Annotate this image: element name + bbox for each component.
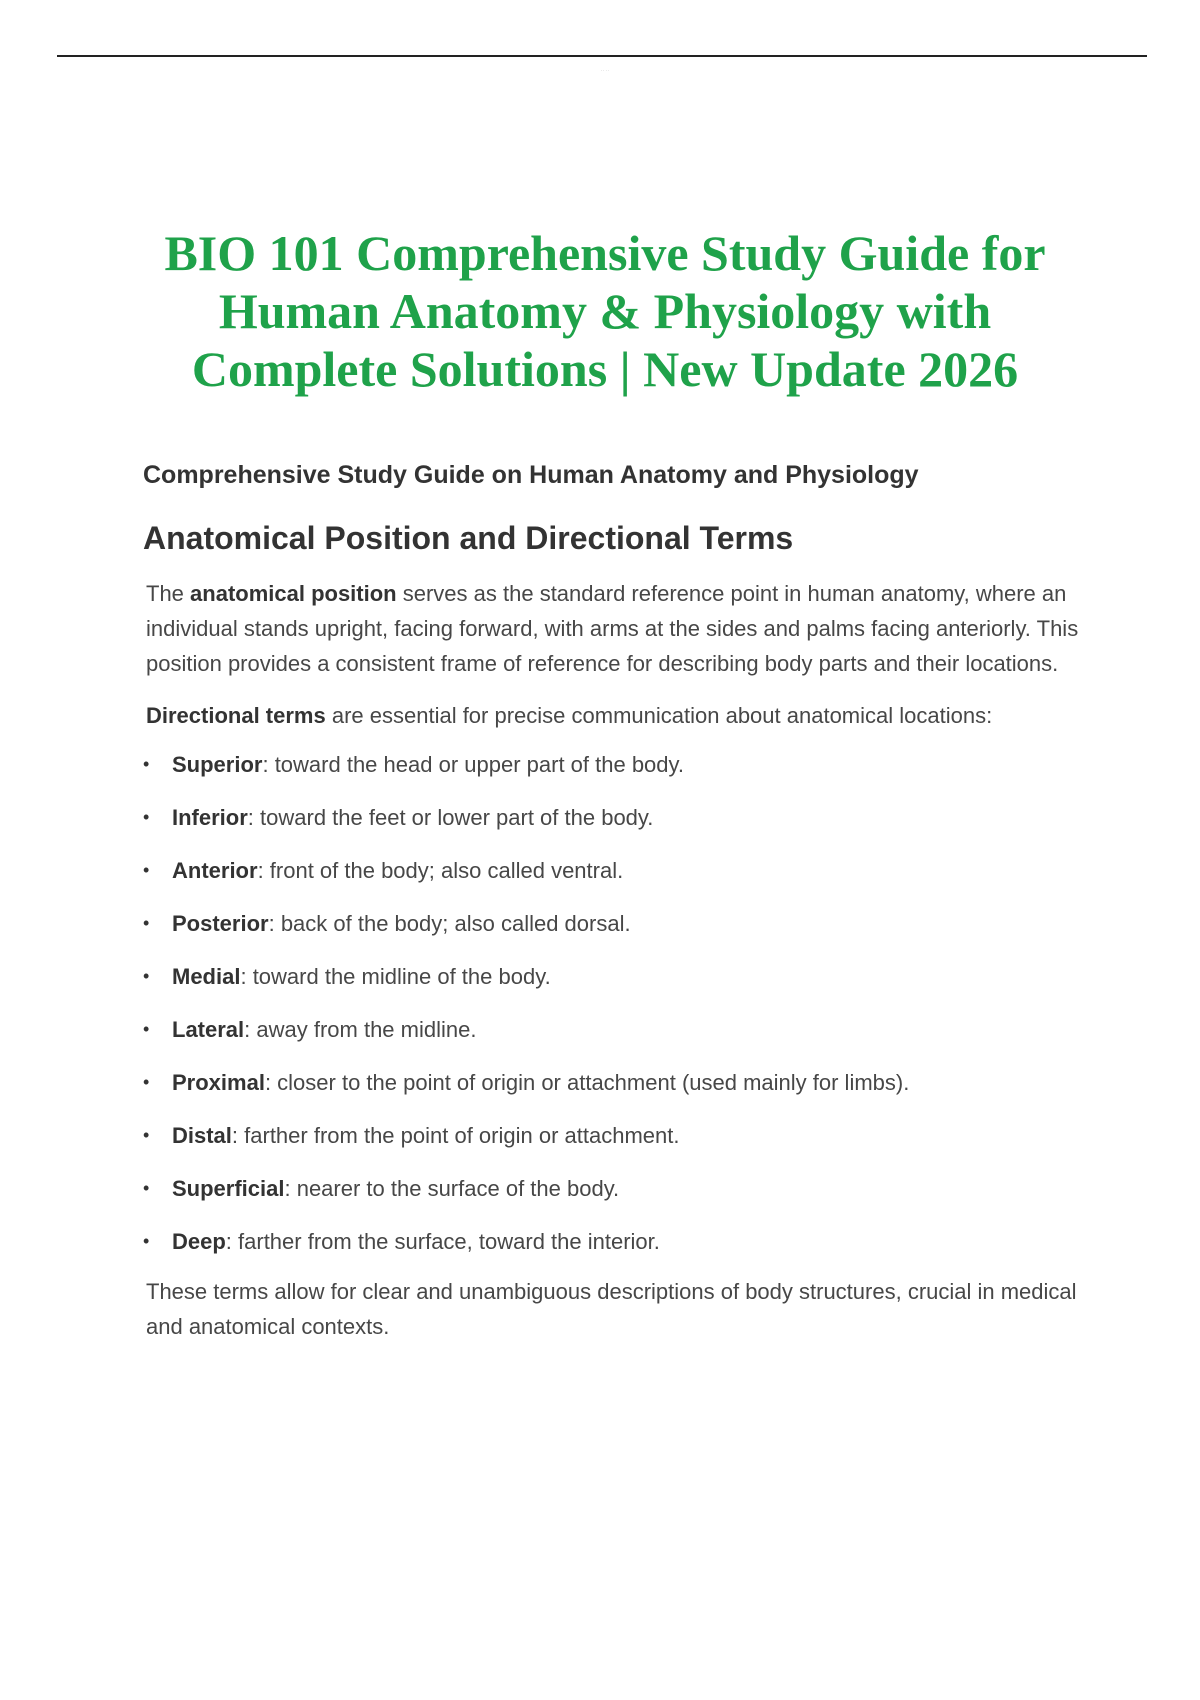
header-rule	[57, 55, 1147, 57]
term-definition: : toward the head or upper part of the body.	[262, 752, 685, 777]
closing-paragraph: These terms allow for clear and unambiguous descriptions of body structures, crucial in medical and anatomical contexts.	[146, 1279, 1077, 1339]
bullet-icon: •	[143, 966, 150, 986]
term-name: Distal	[172, 1123, 232, 1148]
list-item	[143, 1225, 1083, 1258]
list-item	[143, 1119, 1083, 1152]
list-item	[143, 907, 1083, 940]
directional-term: Directional terms	[146, 703, 326, 728]
bullet-icon: •	[143, 1125, 150, 1145]
directional-paragraph	[146, 698, 1083, 733]
term-definition: : toward the feet or lower part of the body.	[247, 805, 654, 830]
term-name: Superficial	[172, 1176, 285, 1201]
term-definition: : farther from the surface, toward the interior.	[225, 1229, 660, 1254]
document-body	[143, 458, 1083, 1344]
intro-term: anatomical position	[190, 581, 397, 606]
term-name: Superior	[172, 752, 263, 777]
bullet-icon: •	[143, 860, 150, 880]
term-definition: : farther from the point of origin or attachment.	[231, 1123, 680, 1148]
term-definition: : front of the body; also called ventral.	[257, 858, 624, 883]
term-name: Inferior	[172, 805, 248, 830]
term-name: Lateral	[172, 1017, 245, 1042]
bullet-icon: •	[143, 1178, 150, 1198]
intro-paragraph	[146, 576, 1083, 681]
directional-terms-list	[143, 748, 1083, 1258]
document-title	[100, 224, 1110, 398]
bullet-icon: •	[143, 1231, 150, 1251]
title-line-2: Human Anatomy & Physiology with	[218, 283, 992, 339]
section-heading: Anatomical Position and Directional Terms	[143, 520, 794, 556]
term-name: Posterior	[172, 911, 269, 936]
term-definition: : back of the body; also called dorsal.	[268, 911, 631, 936]
term-name: Anterior	[172, 858, 258, 883]
list-item	[143, 1013, 1083, 1046]
list-item	[143, 960, 1083, 993]
term-definition: : away from the midline.	[244, 1017, 477, 1042]
bullet-icon: •	[143, 1072, 150, 1092]
list-item	[143, 1066, 1083, 1099]
bullet-icon: •	[143, 1019, 150, 1039]
bullet-icon: •	[143, 807, 150, 827]
term-name: Medial	[172, 964, 241, 989]
term-definition: : toward the midline of the body.	[240, 964, 551, 989]
title-line-1: BIO 101 Comprehensive Study Guide for	[164, 225, 1046, 281]
term-name: Deep	[172, 1229, 226, 1254]
list-item	[143, 854, 1083, 887]
term-definition: : closer to the point of origin or attachment (used mainly for limbs).	[264, 1070, 910, 1095]
directional-rest: are essential for precise communication about anatomical locations:	[325, 703, 993, 728]
intro-rest: serves as the standard reference point in human anatomy, where an individual stands upright, facing forward, with arms at the sides and palms facing anteriorly. This position provides a consistent frame of reference for describing body parts and their locations.	[146, 581, 1079, 676]
term-definition: : nearer to the surface of the body.	[284, 1176, 620, 1201]
intro-lead: The	[146, 581, 191, 606]
bullet-icon: •	[143, 754, 150, 774]
bullet-icon: •	[143, 913, 150, 933]
document-subtitle: Comprehensive Study Guide on Human Anatomy and Physiology	[143, 461, 919, 489]
list-item	[143, 1172, 1083, 1205]
term-name: Proximal	[172, 1070, 265, 1095]
list-item	[143, 801, 1083, 834]
title-line-3: Complete Solutions | New Update 2026	[191, 341, 1019, 397]
list-item	[143, 748, 1083, 781]
header-mark: · · · ·	[600, 68, 610, 73]
